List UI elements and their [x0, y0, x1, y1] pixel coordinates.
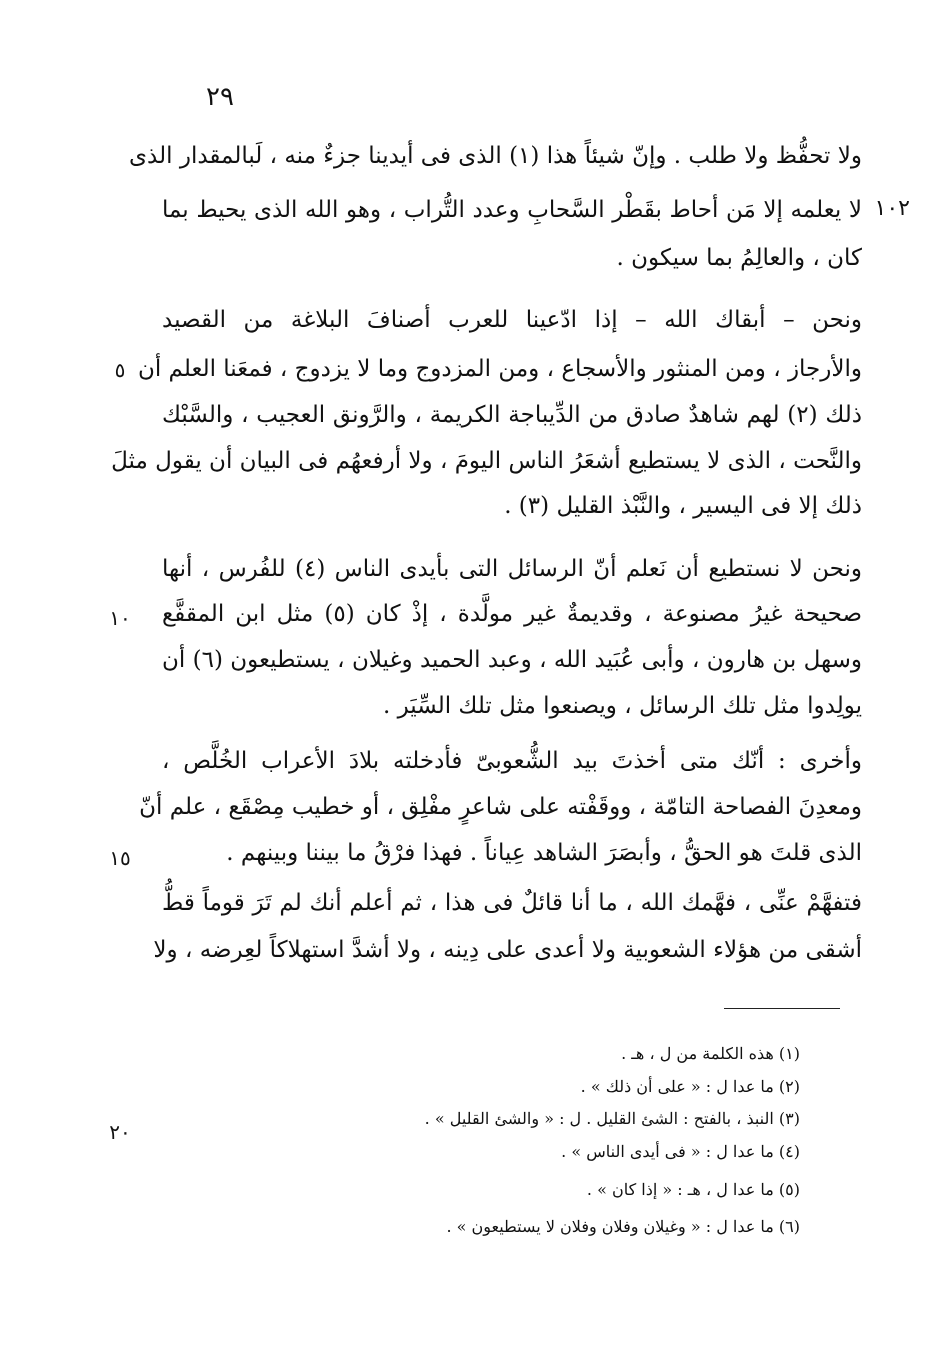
text-line: والنَّحت ، الذى لا يستطيع أشعَرُ الناس اليومَ ، ولا أرفعهُم فى البيان أن يقول مثلَ	[111, 448, 862, 474]
footnote: (٦) ما عدا ل : « وغيلان وفلان وفلان لا يستطيعون » .	[446, 1217, 800, 1236]
text-line: ونحن لا نستطيع أن نَعلم أنّ الرسائل التى بأيدى الناس (٤) للفُرس ، أنها	[162, 556, 862, 582]
text-line: ومعدِنَ الفصاحة التامّة ، ووقَفْته على شاعرٍ مفْلِق ، أو خطيب مِصْقَع ، علم أنّ	[139, 794, 862, 820]
text-line: كان ، والعالِمُ بما سيكون .	[616, 245, 862, 271]
text-line: وسهل بن هارون ، وأبى عُبَيد الله ، وعبد الحميد وغيلان ، يستطيعون (٦) أن	[162, 647, 862, 673]
margin-line-number: ١٠	[109, 606, 131, 630]
text-line: الذى قلتَ هو الحقُّ ، وأبصَرَ الشاهد عِياناً . فهذا فرْقُ ما بيننا وبينهم .	[226, 840, 862, 866]
footnote: (٣) النبذ ، بالفتح : الشئ القليل . ل : « والشئ القليل » .	[424, 1109, 800, 1128]
footnote-separator	[724, 1008, 840, 1009]
text-line: أشقى من هؤلاء الشعوبية ولا أعدى على دِينه ، ولا أشدَّ استهلاكاً لعِرضه ، ولا	[153, 937, 862, 963]
text-line: ولا تحفُّظ ولا طلب . وإنّ شيئاً هذا (١) الذى فى أيدينا جزءٌ منه ، لَبالمقدار الذى	[129, 143, 862, 169]
margin-line-number: ٥	[114, 358, 126, 382]
text-line: وأخرى : أنّك متى أخذتَ بيد الشُّعوبىّ فأدخلته بلادَ الأعراب الخُلَّص ،	[162, 748, 862, 774]
margin-line-number: ١٥	[109, 846, 131, 870]
page-number: ٢٩	[206, 82, 234, 112]
footnote: (٤) ما عدا ل : « فى أيدى الناس » .	[561, 1142, 800, 1161]
line-reference-number: ١٠٢	[874, 196, 910, 221]
text-line: والأرجاز ، ومن المنثور والأسجاع ، ومن المزدوج وما لا يزدوج ، فمعَنا العلم أن	[137, 356, 862, 382]
text-line: صحيحة غيرُ مصنوعة ، وقديمةٌ غير مولَّدة ، إذْ كان (٥) مثل ابن المقفَّع	[162, 601, 863, 627]
footnote: (٥) ما عدا ل ، هـ : « إذا كان » .	[586, 1180, 800, 1199]
text-line: ونحن – أبقاك الله – إذا ادّعينا للعرب أصنافَ البلاغة من القصيد	[162, 307, 862, 333]
footnote: (٢) ما عدا ل : « على أن ذلك » .	[580, 1077, 800, 1096]
footnote: (١) هذه الكلمة من ل ، هـ .	[621, 1044, 800, 1063]
text-line: لا يعلمه إلا مَن أحاط بقَطْر السَّحابِ وعدد التُّراب ، وهو الله الذى يحيط بما	[162, 197, 862, 223]
text-line: ذلك (٢) لهم شاهدٌ صادق من الدِّيباجة الكريمة ، والرَّونق العجيب ، والسَّبْك	[162, 402, 862, 428]
margin-line-number: ٢٠	[109, 1120, 131, 1144]
text-line: ذلك إلا فى اليسير ، والنَّبْذ القليل (٣) .	[504, 493, 862, 519]
text-line: فتفهَّمْ عنِّى ، فهَّمك الله ، ما أنا قائلٌ فى هذا ، ثم أعلم أنك لم تَرَ قوماً قطُّ	[162, 890, 862, 916]
text-line: يولِدوا مثل تلك الرسائل ، ويصنعوا مثل تلك السِّيَر .	[382, 693, 862, 719]
